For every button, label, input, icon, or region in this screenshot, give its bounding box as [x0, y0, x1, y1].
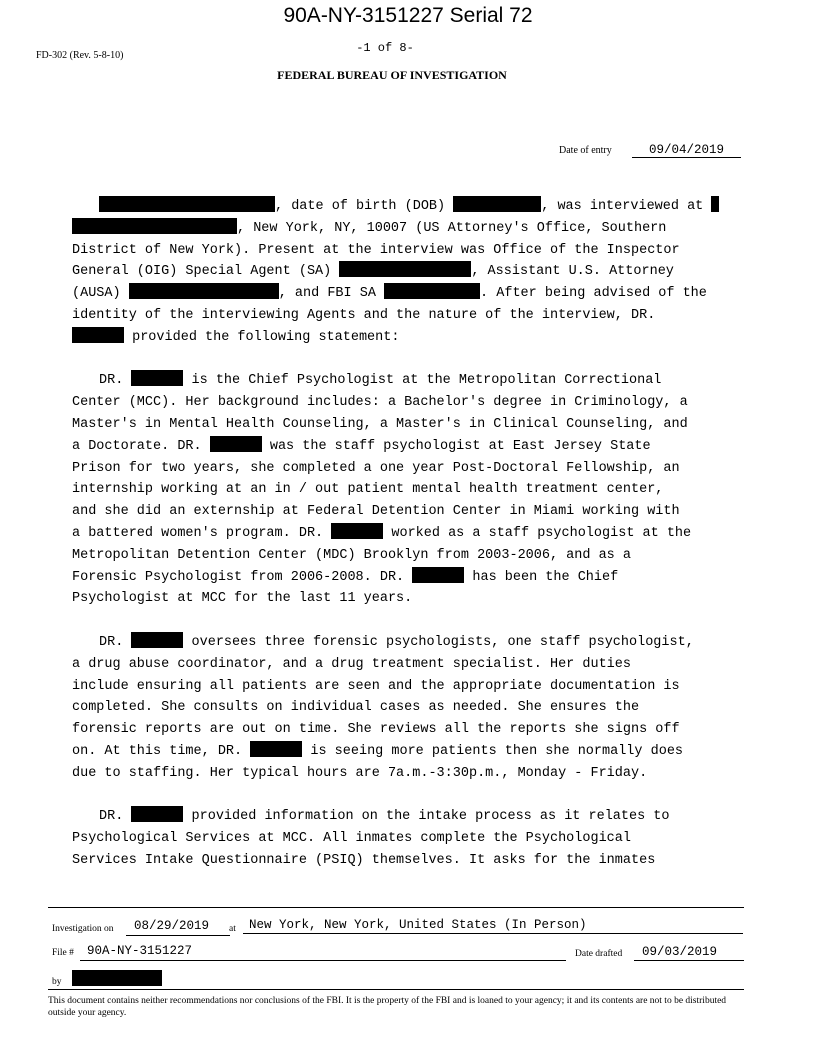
redaction-block	[72, 327, 124, 343]
redaction-block	[72, 970, 162, 986]
paragraph-line: a Doctorate. DR. was the staff psychologist at East Jersey State	[72, 436, 744, 458]
redaction-block	[250, 741, 302, 757]
by-label: by	[52, 977, 62, 987]
redaction-block	[339, 261, 471, 277]
redaction-block	[331, 523, 383, 539]
paragraph-line: Psychological Services at MCC. All inmates complete the Psychological	[72, 831, 631, 847]
redaction-block	[210, 436, 262, 452]
footer-top-rule	[48, 907, 744, 908]
redaction-block	[129, 283, 279, 299]
page-indicator: -1 of 8-	[356, 41, 414, 55]
paragraph-line: , New York, NY, 10007 (US Attorney's Office, Southern	[72, 218, 744, 240]
paragraph-line: DR. is the Chief Psychologist at the Metropolitan Correctional	[72, 370, 744, 392]
redaction-block	[99, 196, 275, 212]
date-of-entry-label: Date of entry	[559, 145, 612, 156]
investigation-on-value: 08/29/2019	[126, 918, 230, 936]
paragraph-line: a battered women's program. DR. worked as a staff psychologist at the	[72, 523, 744, 545]
agency-title: FEDERAL BUREAU OF INVESTIGATION	[277, 68, 507, 82]
redaction-block	[72, 218, 237, 234]
paragraph-line: Center (MCC). Her background includes: a Bachelor's degree in Criminology, a	[72, 395, 688, 411]
investigation-on-label: Investigation on	[52, 924, 114, 934]
document-serial: 90A-NY-3151227 Serial 72	[283, 4, 533, 27]
paragraph-line: , date of birth (DOB) , was interviewed at	[72, 196, 744, 218]
paragraph-line: include ensuring all patients are seen and the appropriate documentation is	[72, 678, 680, 694]
paragraph-line: and she did an externship at Federal Detention Center in Miami working with	[72, 504, 680, 520]
redaction-block	[131, 632, 183, 648]
paragraph-line: General (OIG) Special Agent (SA) , Assistant U.S. Attorney	[72, 261, 744, 283]
paragraph-line: DR. oversees three forensic psychologists, one staff psychologist,	[72, 632, 744, 654]
paragraph-line: due to staffing. Her typical hours are 7a.m.-3:30p.m., Monday - Friday.	[72, 765, 648, 781]
investigation-location: New York, New York, United States (In Person)	[243, 917, 743, 934]
paragraph-line: identity of the interviewing Agents and the nature of the interview, DR.	[72, 307, 656, 323]
paragraph-line: Forensic Psychologist from 2006-2008. DR. has been the Chief	[72, 567, 744, 589]
date-of-entry-value: 09/04/2019	[632, 143, 741, 158]
paragraph-line: Prison for two years, she completed a one year Post-Doctoral Fellowship, an	[72, 460, 680, 476]
paragraph-line: Psychologist at MCC for the last 11 years.	[72, 591, 413, 607]
redaction-block	[453, 196, 541, 212]
paragraph-line: a drug abuse coordinator, and a drug treatment specialist. Her duties	[72, 656, 631, 672]
file-number-label: File #	[52, 948, 74, 958]
paragraph-line: Services Intake Questionnaire (PSIQ) themselves. It asks for the inmates	[72, 852, 656, 868]
redaction-block	[131, 806, 183, 822]
paragraph-line: (AUSA) , and FBI SA . After being advised of the	[72, 283, 744, 305]
paragraph-line: on. At this time, DR. is seeing more patients then she normally does	[72, 741, 744, 763]
paragraph-line: forensic reports are out on time. She reviews all the reports she signs off	[72, 722, 680, 738]
form-number: FD-302 (Rev. 5-8-10)	[36, 50, 124, 61]
paragraph-line: internship working at an in / out patient mental health treatment center,	[72, 482, 664, 498]
footer-bottom-rule	[48, 989, 744, 990]
redaction-block	[711, 196, 719, 212]
date-drafted-label: Date drafted	[575, 949, 623, 959]
statement-body	[72, 196, 744, 872]
paragraph-line: Master's in Mental Health Counseling, a Master's in Clinical Counseling, and	[72, 416, 688, 432]
paragraph-line: District of New York). Present at the interview was Office of the Inspector	[72, 242, 680, 258]
disclaimer: This document contains neither recommendations nor conclusions of the FBI. It is the property of the FBI and is loaned to your agency; it and its contents are not to be distributed outside your agency.	[48, 996, 727, 1018]
paragraph-line: DR. provided information on the intake process as it relates to	[72, 806, 744, 828]
paragraph-line: provided the following statement:	[72, 327, 744, 349]
redaction-block	[384, 283, 480, 299]
file-number-value: 90A-NY-3151227	[80, 943, 566, 961]
at-label: at	[229, 924, 236, 934]
paragraph-line: Metropolitan Detention Center (MDC) Brooklyn from 2003-2006, and as a	[72, 547, 631, 563]
redaction-block	[412, 567, 464, 583]
redaction-block	[131, 370, 183, 386]
paragraph-line: completed. She consults on individual cases as needed. She ensures the	[72, 700, 640, 716]
date-drafted-value: 09/03/2019	[634, 944, 744, 961]
